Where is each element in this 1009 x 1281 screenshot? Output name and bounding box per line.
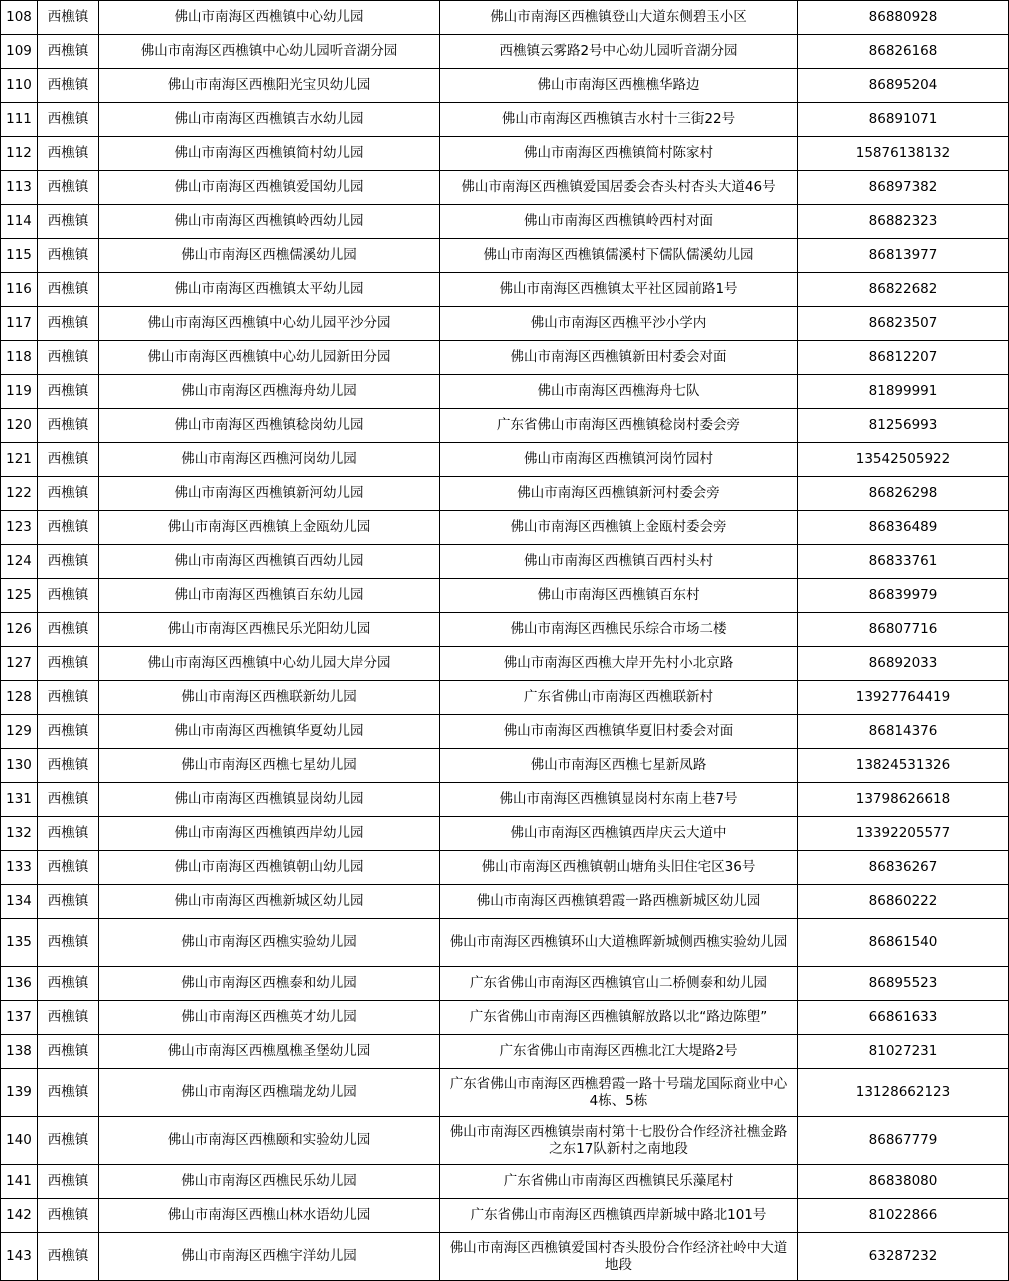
kindergarten-name-cell: 佛山市南海区西樵儒溪幼儿园: [99, 239, 440, 273]
row-number-cell: 114: [1, 205, 38, 239]
phone-cell: 13542505922: [798, 443, 1009, 477]
town-cell: 西樵镇: [38, 375, 99, 409]
table-row: [1, 1233, 1009, 1281]
town-cell: 西樵镇: [38, 1, 99, 35]
town-cell: 西樵镇: [38, 239, 99, 273]
phone-cell: 13824531326: [798, 749, 1009, 783]
row-number-cell: 116: [1, 273, 38, 307]
row-number-cell: 128: [1, 681, 38, 715]
phone-cell: 63287232: [798, 1233, 1009, 1281]
table-row: [1, 919, 1009, 967]
kindergarten-name-cell: 佛山市南海区西樵阳光宝贝幼儿园: [99, 69, 440, 103]
phone-cell: 81256993: [798, 409, 1009, 443]
kindergarten-name-cell: 佛山市南海区西樵民乐光阳幼儿园: [99, 613, 440, 647]
town-cell: 西樵镇: [38, 545, 99, 579]
phone-cell: 86812207: [798, 341, 1009, 375]
town-cell: 西樵镇: [38, 171, 99, 205]
row-number-cell: 134: [1, 885, 38, 919]
kindergarten-name-cell: 佛山市南海区西樵镇中心幼儿园: [99, 1, 440, 35]
town-cell: 西樵镇: [38, 1117, 99, 1165]
town-cell: 西樵镇: [38, 1199, 99, 1233]
address-cell: 佛山市南海区西樵镇百东村: [440, 579, 798, 613]
address-cell: 广东省佛山市南海区西樵联新村: [440, 681, 798, 715]
row-number-cell: 130: [1, 749, 38, 783]
kindergarten-name-cell: 佛山市南海区西樵英才幼儿园: [99, 1001, 440, 1035]
kindergarten-name-cell: 佛山市南海区西樵镇华夏幼儿园: [99, 715, 440, 749]
phone-cell: 81899991: [798, 375, 1009, 409]
table-row: [1, 647, 1009, 681]
town-cell: 西樵镇: [38, 749, 99, 783]
town-cell: 西樵镇: [38, 715, 99, 749]
town-cell: 西樵镇: [38, 69, 99, 103]
row-number-cell: 142: [1, 1199, 38, 1233]
phone-cell: 86813977: [798, 239, 1009, 273]
town-cell: 西樵镇: [38, 919, 99, 967]
row-number-cell: 120: [1, 409, 38, 443]
row-number-cell: 119: [1, 375, 38, 409]
table-row: [1, 579, 1009, 613]
row-number-cell: 133: [1, 851, 38, 885]
row-number-cell: 129: [1, 715, 38, 749]
row-number-cell: 121: [1, 443, 38, 477]
row-number-cell: 127: [1, 647, 38, 681]
kindergarten-name-cell: 佛山市南海区西樵镇吉水幼儿园: [99, 103, 440, 137]
phone-cell: 86861540: [798, 919, 1009, 967]
table-row: [1, 851, 1009, 885]
phone-cell: 86807716: [798, 613, 1009, 647]
town-cell: 西樵镇: [38, 341, 99, 375]
row-number-cell: 123: [1, 511, 38, 545]
table-row: [1, 1165, 1009, 1199]
town-cell: 西樵镇: [38, 477, 99, 511]
kindergarten-name-cell: 佛山市南海区西樵镇上金瓯幼儿园: [99, 511, 440, 545]
kindergarten-name-cell: 佛山市南海区西樵凰樵圣堡幼儿园: [99, 1035, 440, 1069]
kindergarten-name-cell: 佛山市南海区西樵泰和幼儿园: [99, 967, 440, 1001]
row-number-cell: 111: [1, 103, 38, 137]
table-row: [1, 103, 1009, 137]
town-cell: 西樵镇: [38, 783, 99, 817]
kindergarten-name-cell: 佛山市南海区西樵镇百东幼儿园: [99, 579, 440, 613]
phone-cell: 86895523: [798, 967, 1009, 1001]
phone-cell: 86839979: [798, 579, 1009, 613]
address-cell: 佛山市南海区西樵镇显岗村东南上巷7号: [440, 783, 798, 817]
phone-cell: 86833761: [798, 545, 1009, 579]
address-cell: 佛山市南海区西樵海舟七队: [440, 375, 798, 409]
town-cell: 西樵镇: [38, 1001, 99, 1035]
phone-cell: 86838080: [798, 1165, 1009, 1199]
row-number-cell: 138: [1, 1035, 38, 1069]
row-number-cell: 136: [1, 967, 38, 1001]
address-cell: 佛山市南海区西樵镇碧霞一路西樵新城区幼儿园: [440, 885, 798, 919]
address-cell: 西樵镇云雾路2号中心幼儿园听音湖分园: [440, 35, 798, 69]
kindergarten-name-cell: 佛山市南海区西樵镇稔岗幼儿园: [99, 409, 440, 443]
table-row: [1, 681, 1009, 715]
address-cell: 佛山市南海区西樵镇华夏旧村委会对面: [440, 715, 798, 749]
kindergarten-name-cell: 佛山市南海区西樵镇爱国幼儿园: [99, 171, 440, 205]
row-number-cell: 122: [1, 477, 38, 511]
address-cell: 佛山市南海区西樵镇新田村委会对面: [440, 341, 798, 375]
table-row: [1, 1069, 1009, 1117]
town-cell: 西樵镇: [38, 647, 99, 681]
address-cell: 广东省佛山市南海区西樵碧霞一路十号瑞龙国际商业中心4栋、5栋: [440, 1069, 798, 1117]
table-row: [1, 1035, 1009, 1069]
town-cell: 西樵镇: [38, 1069, 99, 1117]
phone-cell: 86826298: [798, 477, 1009, 511]
row-number-cell: 124: [1, 545, 38, 579]
row-number-cell: 131: [1, 783, 38, 817]
phone-cell: 13392205577: [798, 817, 1009, 851]
kindergarten-name-cell: 佛山市南海区西樵海舟幼儿园: [99, 375, 440, 409]
phone-cell: 81022866: [798, 1199, 1009, 1233]
table-row: [1, 1199, 1009, 1233]
address-cell: 佛山市南海区西樵镇太平社区园前路1号: [440, 273, 798, 307]
kindergarten-name-cell: 佛山市南海区西樵民乐幼儿园: [99, 1165, 440, 1199]
address-cell: 佛山市南海区西樵镇儒溪村下儒队儒溪幼儿园: [440, 239, 798, 273]
table-row: [1, 477, 1009, 511]
town-cell: 西樵镇: [38, 613, 99, 647]
kindergarten-name-cell: 佛山市南海区西樵镇岭西幼儿园: [99, 205, 440, 239]
row-number-cell: 125: [1, 579, 38, 613]
row-number-cell: 141: [1, 1165, 38, 1199]
town-cell: 西樵镇: [38, 1165, 99, 1199]
address-cell: 广东省佛山市南海区西樵镇民乐藻尾村: [440, 1165, 798, 1199]
kindergarten-name-cell: 佛山市南海区西樵瑞龙幼儿园: [99, 1069, 440, 1117]
row-number-cell: 112: [1, 137, 38, 171]
kindergarten-name-cell: 佛山市南海区西樵新城区幼儿园: [99, 885, 440, 919]
table-row: [1, 205, 1009, 239]
kindergarten-name-cell: 佛山市南海区西樵联新幼儿园: [99, 681, 440, 715]
table-row: [1, 35, 1009, 69]
kindergarten-name-cell: 佛山市南海区西樵颐和实验幼儿园: [99, 1117, 440, 1165]
kindergarten-name-cell: 佛山市南海区西樵镇中心幼儿园新田分园: [99, 341, 440, 375]
row-number-cell: 126: [1, 613, 38, 647]
table-row: [1, 1001, 1009, 1035]
address-cell: 佛山市南海区西樵樵华路边: [440, 69, 798, 103]
table-row: [1, 715, 1009, 749]
address-cell: 佛山市南海区西樵镇吉水村十三街22号: [440, 103, 798, 137]
address-cell: 佛山市南海区西樵镇爱国居委会杏头村杏头大道46号: [440, 171, 798, 205]
row-number-cell: 118: [1, 341, 38, 375]
row-number-cell: 109: [1, 35, 38, 69]
phone-cell: 86826168: [798, 35, 1009, 69]
town-cell: 西樵镇: [38, 1233, 99, 1281]
table-row: [1, 885, 1009, 919]
table-row: [1, 443, 1009, 477]
address-cell: 佛山市南海区西樵平沙小学内: [440, 307, 798, 341]
phone-cell: 86836489: [798, 511, 1009, 545]
row-number-cell: 113: [1, 171, 38, 205]
row-number-cell: 115: [1, 239, 38, 273]
phone-cell: 66861633: [798, 1001, 1009, 1035]
table-row: [1, 171, 1009, 205]
town-cell: 西樵镇: [38, 137, 99, 171]
phone-cell: 86895204: [798, 69, 1009, 103]
phone-cell: 15876138132: [798, 137, 1009, 171]
address-cell: 佛山市南海区西樵镇河岗竹园村: [440, 443, 798, 477]
address-cell: 广东省佛山市南海区西樵北江大堤路2号: [440, 1035, 798, 1069]
kindergarten-name-cell: 佛山市南海区西樵实验幼儿园: [99, 919, 440, 967]
phone-cell: 13128662123: [798, 1069, 1009, 1117]
phone-cell: 86882323: [798, 205, 1009, 239]
table-row: [1, 273, 1009, 307]
town-cell: 西樵镇: [38, 681, 99, 715]
kindergarten-name-cell: 佛山市南海区西樵镇新河幼儿园: [99, 477, 440, 511]
row-number-cell: 143: [1, 1233, 38, 1281]
town-cell: 西樵镇: [38, 967, 99, 1001]
kindergarten-name-cell: 佛山市南海区西樵镇简村幼儿园: [99, 137, 440, 171]
town-cell: 西樵镇: [38, 579, 99, 613]
table-row: [1, 817, 1009, 851]
table-row: [1, 545, 1009, 579]
phone-cell: 86880928: [798, 1, 1009, 35]
address-cell: 佛山市南海区西樵镇爱国村杏头股份合作经济社岭中大道地段: [440, 1233, 798, 1281]
table-body: [1, 1, 1009, 1281]
town-cell: 西樵镇: [38, 307, 99, 341]
address-cell: 广东省佛山市南海区西樵镇官山二桥侧泰和幼儿园: [440, 967, 798, 1001]
address-cell: 广东省佛山市南海区西樵镇解放路以北“路边陈塱”: [440, 1001, 798, 1035]
table-row: [1, 341, 1009, 375]
kindergarten-name-cell: 佛山市南海区西樵宇洋幼儿园: [99, 1233, 440, 1281]
table-row: [1, 375, 1009, 409]
row-number-cell: 135: [1, 919, 38, 967]
table-row: [1, 511, 1009, 545]
phone-cell: 86836267: [798, 851, 1009, 885]
phone-cell: 86814376: [798, 715, 1009, 749]
town-cell: 西樵镇: [38, 885, 99, 919]
row-number-cell: 108: [1, 1, 38, 35]
row-number-cell: 137: [1, 1001, 38, 1035]
town-cell: 西樵镇: [38, 409, 99, 443]
phone-cell: 86860222: [798, 885, 1009, 919]
town-cell: 西樵镇: [38, 273, 99, 307]
address-cell: 广东省佛山市南海区西樵镇稔岗村委会旁: [440, 409, 798, 443]
address-cell: 佛山市南海区西樵镇上金瓯村委会旁: [440, 511, 798, 545]
row-number-cell: 139: [1, 1069, 38, 1117]
town-cell: 西樵镇: [38, 103, 99, 137]
kindergarten-name-cell: 佛山市南海区西樵七星幼儿园: [99, 749, 440, 783]
table-row: [1, 749, 1009, 783]
address-cell: 佛山市南海区西樵镇百西村头村: [440, 545, 798, 579]
phone-cell: 86897382: [798, 171, 1009, 205]
kindergarten-name-cell: 佛山市南海区西樵镇百西幼儿园: [99, 545, 440, 579]
phone-cell: 13927764419: [798, 681, 1009, 715]
kindergarten-name-cell: 佛山市南海区西樵镇太平幼儿园: [99, 273, 440, 307]
address-cell: 佛山市南海区西樵镇朝山塘角头旧住宅区36号: [440, 851, 798, 885]
phone-cell: 86822682: [798, 273, 1009, 307]
town-cell: 西樵镇: [38, 511, 99, 545]
phone-cell: 86892033: [798, 647, 1009, 681]
phone-cell: 81027231: [798, 1035, 1009, 1069]
table-row: [1, 967, 1009, 1001]
kindergarten-name-cell: 佛山市南海区西樵镇显岗幼儿园: [99, 783, 440, 817]
table-row: [1, 137, 1009, 171]
town-cell: 西樵镇: [38, 35, 99, 69]
phone-cell: 13798626618: [798, 783, 1009, 817]
table-row: [1, 613, 1009, 647]
address-cell: 佛山市南海区西樵镇岭西村对面: [440, 205, 798, 239]
address-cell: 佛山市南海区西樵镇西岸庆云大道中: [440, 817, 798, 851]
town-cell: 西樵镇: [38, 1035, 99, 1069]
kindergarten-name-cell: 佛山市南海区西樵镇西岸幼儿园: [99, 817, 440, 851]
kindergarten-name-cell: 佛山市南海区西樵山林水语幼儿园: [99, 1199, 440, 1233]
address-cell: 佛山市南海区西樵镇登山大道东侧碧玉小区: [440, 1, 798, 35]
address-cell: 佛山市南海区西樵镇环山大道樵晖新城侧西樵实验幼儿园: [440, 919, 798, 967]
table-row: [1, 783, 1009, 817]
table-row: [1, 1117, 1009, 1165]
address-cell: 佛山市南海区西樵镇简村陈家村: [440, 137, 798, 171]
address-cell: 佛山市南海区西樵镇新河村委会旁: [440, 477, 798, 511]
address-cell: 佛山市南海区西樵民乐综合市场二楼: [440, 613, 798, 647]
address-cell: 佛山市南海区西樵镇崇南村第十七股份合作经济社樵金路之东17队新村之南地段: [440, 1117, 798, 1165]
table-row: [1, 69, 1009, 103]
row-number-cell: 140: [1, 1117, 38, 1165]
kindergarten-name-cell: 佛山市南海区西樵镇中心幼儿园听音湖分园: [99, 35, 440, 69]
town-cell: 西樵镇: [38, 817, 99, 851]
phone-cell: 86891071: [798, 103, 1009, 137]
town-cell: 西樵镇: [38, 205, 99, 239]
row-number-cell: 132: [1, 817, 38, 851]
phone-cell: 86867779: [798, 1117, 1009, 1165]
kindergarten-name-cell: 佛山市南海区西樵河岗幼儿园: [99, 443, 440, 477]
town-cell: 西樵镇: [38, 851, 99, 885]
address-cell: 广东省佛山市南海区西樵镇西岸新城中路北101号: [440, 1199, 798, 1233]
kindergarten-name-cell: 佛山市南海区西樵镇朝山幼儿园: [99, 851, 440, 885]
address-cell: 佛山市南海区西樵大岸开先村小北京路: [440, 647, 798, 681]
table-row: [1, 307, 1009, 341]
table-row: [1, 409, 1009, 443]
row-number-cell: 110: [1, 69, 38, 103]
kindergarten-name-cell: 佛山市南海区西樵镇中心幼儿园大岸分园: [99, 647, 440, 681]
address-cell: 佛山市南海区西樵七星新凤路: [440, 749, 798, 783]
table-row: [1, 1, 1009, 35]
phone-cell: 86823507: [798, 307, 1009, 341]
row-number-cell: 117: [1, 307, 38, 341]
table-row: [1, 239, 1009, 273]
kindergarten-name-cell: 佛山市南海区西樵镇中心幼儿园平沙分园: [99, 307, 440, 341]
town-cell: 西樵镇: [38, 443, 99, 477]
